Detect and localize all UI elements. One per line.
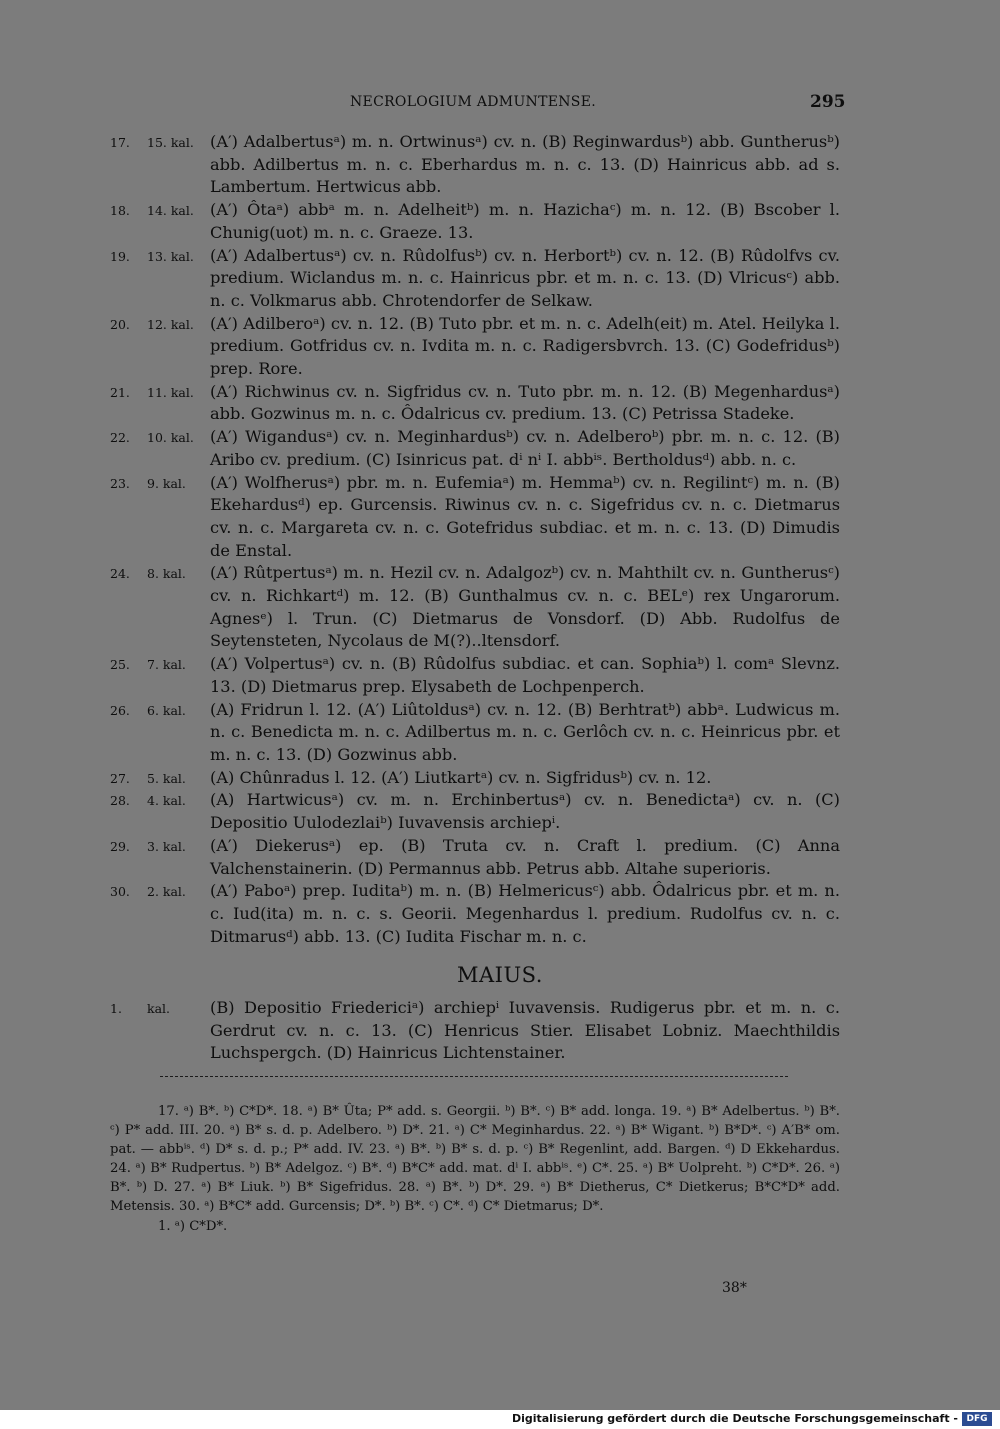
entry-kalends: 2. kal. — [147, 884, 186, 900]
entry-text: (A) Hartwicusᵃ) cv. m. n. Erchinbertusᵃ) cv. n. Benedictaᵃ) cv. n. (C) Depositio Uulodezlaiᵇ) Iuvavensis archiepⁱ. — [210, 790, 840, 833]
necrology-entry — [110, 131, 840, 199]
necrology-entry — [110, 699, 840, 767]
entries-list — [110, 131, 840, 948]
entry-day-number: 29. — [110, 838, 130, 854]
footnote-divider — [160, 1076, 788, 1077]
necrology-entry — [110, 245, 840, 313]
entry-text: (A′) Diekerusᵃ) ep. (B) Truta cv. n. Craft l. predium. (C) Anna Valchenstainerin. (D) Permannus abb. Petrus abb. Altahe superioris. — [210, 835, 840, 878]
entry-kalends: 6. kal. — [147, 702, 186, 718]
entry-day-number: 25. — [110, 657, 130, 673]
entry-day-number: 21. — [110, 384, 130, 400]
footer-bar — [0, 1410, 1000, 1429]
entry-day-number: 23. — [110, 475, 130, 491]
entry-kalends: 3. kal. — [147, 838, 186, 854]
entry-text: (A′) Adalbertusᵃ) m. n. Ortwinusᵃ) cv. n. (B) Reginwardusᵇ) abb. Guntherusᵇ) abb. Adilbertus m. n. c. Eberhardus m. n. c. 13. (D) Hainricus abb. ad s. Lambertum. Hertwicus abb. — [210, 132, 840, 197]
entry-text: (A′) Richwinus cv. n. Sigfridus cv. n. Tuto pbr. m. n. 12. (B) Megenhardusᵃ) abb. Gozwinus m. n. c. Ôdalricus cv. predium. 13. (C) Petrissa Stadeke. — [210, 381, 840, 424]
entry-kalends: kal. — [147, 1001, 170, 1016]
entry-day-number: 30. — [110, 884, 130, 900]
entry-day-number: 17. — [110, 135, 130, 150]
necrology-entry — [110, 199, 840, 244]
necrology-entry — [110, 562, 840, 653]
entry-kalends: 12. kal. — [147, 316, 194, 332]
necrology-entry — [110, 426, 840, 471]
entry-day-number: 28. — [110, 793, 130, 809]
entry-kalends: 5. kal. — [147, 770, 186, 786]
necrology-entry — [110, 653, 840, 698]
entry-day-number: 19. — [110, 248, 130, 264]
entry-day-number: 20. — [110, 316, 130, 332]
entry-text: (A′) Wigandusᵃ) cv. n. Meginhardusᵇ) cv. n. Adelberoᵇ) pbr. m. n. c. 12. (B) Aribo cv. predium. (C) Isinricus pat. dⁱ nⁱ I. abbⁱˢ. Bertholdusᵈ) abb. n. c. — [210, 427, 840, 469]
section-title: MAIUS. — [457, 963, 543, 987]
entries-list-maius — [110, 997, 840, 1065]
entry-kalends: 7. kal. — [147, 657, 186, 673]
entry-text: (B) Depositio Friedericiᵃ) archiepⁱ Iuvavensis. Rudigerus pbr. et m. n. c. Gerdrut cv. n. c. 13. (C) Henricus Stier. Elisabet Lobniz. Maechthildis Luchspergch. (D) Hainricus Lichtenstainer. — [210, 998, 840, 1063]
entry-kalends: 14. kal. — [147, 203, 194, 219]
entry-kalends: 10. kal. — [147, 430, 194, 446]
necrology-entry — [110, 997, 840, 1065]
entry-day-number: 18. — [110, 203, 130, 219]
footnotes — [110, 1102, 840, 1236]
necrology-entry — [110, 767, 840, 790]
entry-kalends: 11. kal. — [147, 384, 194, 400]
entry-text: (A′) Ôtaᵃ) abbᵃ m. n. Adelheitᵇ) m. n. Hazichaᶜ) m. n. 12. (B) Bscober l. Chunig(uot) m. n. c. Graeze. 13. — [210, 200, 840, 242]
entry-text: (A) Fridrun l. 12. (A′) Liûtoldusᵃ) cv. n. 12. (B) Berhtratᵇ) abbᵃ. Ludwicus m. n. c. Benedicta m. n. c. Adilbertus m. n. c. Gerlôch cv. n. c. Heinricus pbr. et m. n. c. 13. (D) Gozwinus abb. — [210, 699, 840, 764]
entry-day-number: 1. — [110, 1001, 122, 1016]
necrology-entry — [110, 835, 840, 880]
footnote-paragraph: 1. ᵃ) C*D*. — [158, 1218, 228, 1234]
entry-day-number: 26. — [110, 702, 130, 718]
entry-day-number: 27. — [110, 770, 130, 786]
page-number: 295 — [810, 92, 846, 112]
entry-day-number: 24. — [110, 566, 130, 582]
necrology-entry — [110, 472, 840, 563]
footer-text: Digitalisierung gefördert durch die Deutsche Forschungsgemeinschaft - — [511, 1412, 958, 1425]
entry-text: (A′) Adalbertusᵃ) cv. n. Rûdolfusᵇ) cv. n. Herbortᵇ) cv. n. 12. (B) Rûdolfvs cv. predium. Wiclandus m. n. c. Hainricus pbr. et m. n. c. 13. (D) Vlricusᶜ) abb. n. c. Volkmarus abb. Chrotendorfer de Selkaw. — [210, 245, 840, 310]
entry-text: (A′) Adilberoᵃ) cv. n. 12. (B) Tuto pbr. et m. n. c. Adelh(eit) m. Atel. Heilyka l. predium. Gotfridus cv. n. Ivdita m. n. c. Radigersbvrch. 13. (C) Godefridusᵇ) prep. Rore. — [210, 313, 840, 379]
entry-kalends: 4. kal. — [147, 793, 186, 809]
necrology-entry — [110, 313, 840, 381]
signature-mark: 38* — [722, 1280, 747, 1296]
entry-kalends: 13. kal. — [147, 248, 194, 264]
entry-text: (A′) Wolfherusᵃ) pbr. m. n. Eufemiaᵃ) m. Hemmaᵇ) cv. n. Regilintᶜ) m. n. (B) Ekehardusᵈ) ep. Gurcensis. Riwinus cv. n. c. Sigefridus cv. n. c. Dietmarus cv. n. c. Margareta cv. n. c. Gotefridus subdiac. et m. n. c. 13. (D) Dimudis de Enstal. — [210, 472, 840, 560]
necrology-entry — [110, 880, 840, 948]
entry-day-number: 22. — [110, 430, 130, 446]
entry-text: (A) Chûnradus l. 12. (A′) Liutkartᵃ) cv. n. Sigfridusᵇ) cv. n. 12. — [210, 767, 712, 787]
necrology-entry — [110, 381, 840, 426]
entry-kalends: 9. kal. — [147, 475, 186, 491]
footnote-paragraph: 17. ᵃ) B*. ᵇ) C*D*. 18. ᵃ) B* Ûta; P* add. s. Georgii. ᵇ) B*. ᶜ) B* add. longa. 19. ᵃ) B* Adelbertus. ᵇ) B*. ᶜ) P* add. III. 20. ᵃ) B* s. d. p. Adelbero. ᵇ) D*. 21. ᵃ) C* Meginhardus. 22. ᵃ) B* Wigant. ᵇ) B*D*. ᶜ) A′B* om. pat. — abbⁱˢ. ᵈ) D* s. d. p.; P* add. IV. 23. ᵃ) B*. ᵇ) B* s. d. p. ᶜ) B* Regenlint, add. Bargen. ᵈ) D Ekkehardus. 24. ᵃ) B* Rudpertus. ᵇ) B* Adelgoz. ᶜ) B*. ᵈ) B*C* add. mat. dⁱ I. abbⁱˢ. ᵉ) C*. 25. ᵃ) B* Uolpreht. ᵇ) C*D*. 26. ᵃ) B*. ᵇ) D. 27. ᵃ) B* Liuk. ᵇ) B* Sigefridus. 28. ᵃ) B*. ᵇ) D*. 29. ᵃ) B* Dietherus, C* Dietkerus; B*C*D* add. Metensis. 30. ᵃ) B*C* add. Gurcensis; D*. ᵇ) B*. ᶜ) C*. ᵈ) C* Dietmarus; D*. — [110, 1104, 840, 1215]
dfg-logo-icon: DFG — [962, 1412, 992, 1426]
running-title: NECROLOGIUM ADMUNTENSE. — [350, 94, 596, 110]
entry-kalends: 15. kal. — [147, 135, 194, 150]
entry-text: (A′) Rûtpertusᵃ) m. n. Hezil cv. n. Adalgozᵇ) cv. n. Mahthilt cv. n. Guntherusᶜ) cv. n. Richkartᵈ) m. 12. (B) Gunthalmus cv. n. c. BELᵉ) rex Ungarorum. Agnesᵉ) l. Trun. (C) Dietmarus de Vonsdorf. (D) Abb. Rudolfus de Seytensteten, Nycolaus de M(?)..ltensdorf. — [210, 563, 840, 651]
entry-text: (A′) Paboᵃ) prep. Iuditaᵇ) m. n. (B) Helmericusᶜ) abb. Ôdalricus pbr. et m. n. c. Iud(ita) m. n. c. s. Georii. Megenhardus l. predium. Rudolfus cv. n. c. Ditmarusᵈ) abb. 13. (C) Iudita Fischar m. n. c. — [210, 881, 840, 946]
necrology-entry — [110, 789, 840, 834]
entry-kalends: 8. kal. — [147, 566, 186, 582]
entry-text: (A′) Volpertusᵃ) cv. n. (B) Rûdolfus subdiac. et can. Sophiaᵇ) l. comᵃ Slevnz. 13. (D) Dietmarus prep. Elysabeth de Lochpenperch. — [210, 654, 840, 696]
